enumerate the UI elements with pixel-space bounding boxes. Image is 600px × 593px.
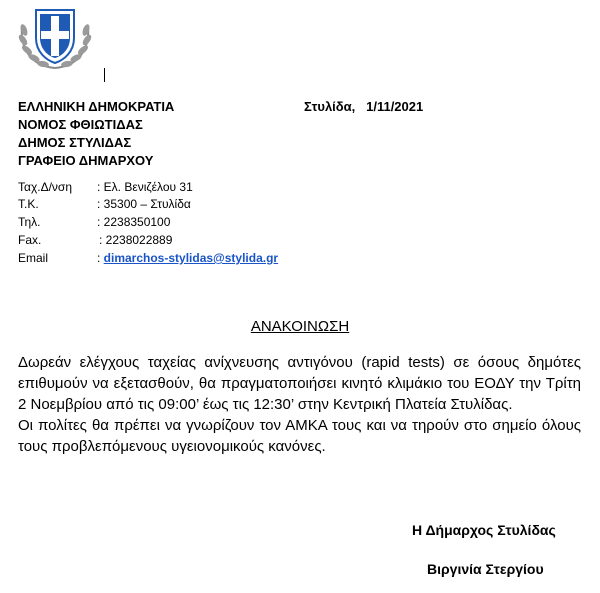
contact-row-address: [18, 178, 338, 196]
contact-row-fax: [18, 231, 338, 249]
text-cursor: [104, 68, 105, 82]
contact-label: Fax.: [18, 233, 42, 247]
contact-row-postal-code: [18, 195, 338, 213]
announcement-body: [18, 352, 581, 457]
contact-block: [18, 178, 338, 268]
contact-value: : Ελ. Βενιζέλου 31: [97, 180, 193, 194]
place-date: Στυλίδα, 1/11/2021: [304, 99, 424, 114]
contact-value: : 2238022889: [99, 233, 173, 247]
contact-label: Τ.Κ.: [18, 197, 39, 211]
contact-row-phone: [18, 213, 338, 231]
org-line-prefecture: ΝΟΜΟΣ ΦΘΙΩΤΙΔΑΣ: [18, 117, 143, 132]
contact-value: : 2238350100: [97, 215, 171, 229]
contact-label: Ταχ.Δ/νση: [18, 180, 73, 194]
email-link[interactable]: dimarchos-stylidas@stylida.gr: [103, 251, 279, 265]
email-prefix: :: [97, 251, 104, 265]
signature-name: Βιργινία Στεργίου: [427, 561, 544, 577]
contact-value: : 35300 – Στυλίδα: [97, 197, 191, 211]
greek-coat-of-arms-emblem: [14, 0, 96, 72]
org-header: [18, 98, 174, 170]
contact-label: Email: [18, 251, 49, 265]
contact-value: [97, 249, 278, 267]
announcement-paragraph: Δωρεάν ελέγχους ταχείας ανίχνευσης αντιγόνου (rapid tests) σε όσους δημότες επιθυμούν να εξετασθούν, θα πραγματοποιήσει κινητό κλιμάκιο του ΕΟΔΥ την Τρίτη 2 Νοεμβρίου από τις 09:00’ έως τις 12:30’ στην Κεντρική Πλατεία Στυλίδας.: [18, 354, 581, 413]
org-line-mayor-office: ΓΡΑΦΕΙΟ ΔΗΜΑΡΧΟΥ: [18, 153, 154, 168]
announcement-title: ΑΝΑΚΟΙΝΩΣΗ: [250, 318, 350, 335]
org-line-municipality: ΔΗΜΟΣ ΣΤΥΛΙΔΑΣ: [18, 135, 132, 150]
org-line-republic: ΕΛΛΗΝΙΚΗ ΔΗΜΟΚΡΑΤΙΑ: [18, 99, 175, 114]
signature-role: Η Δήμαρχος Στυλίδας: [412, 522, 556, 538]
contact-label: Τηλ.: [18, 215, 41, 229]
contact-row-email: [18, 249, 338, 267]
announcement-paragraph: Οι πολίτες θα πρέπει να γνωρίζουν τον ΑΜΚΑ τους και να τηρούν στο σημείο όλους τους προβλεπόμενους υγειονομικούς κανόνες.: [18, 417, 581, 455]
